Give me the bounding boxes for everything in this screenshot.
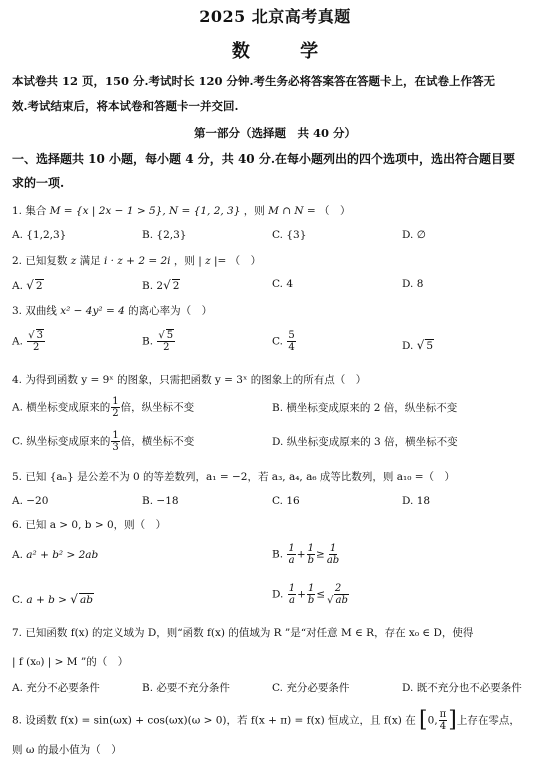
q3-a-label: A. xyxy=(12,335,23,348)
q6-a-label: A. xyxy=(12,549,23,561)
q6-d-d3-wrap xyxy=(326,595,350,606)
q6-d-rel: ≤ xyxy=(316,588,326,601)
q3-b-den: 2 xyxy=(163,342,170,353)
q2-end: （ ） xyxy=(229,255,262,267)
q2-abs: | z |= xyxy=(198,255,227,267)
q3-option-b xyxy=(142,330,176,353)
q2-prefix: 2. 已知复数 xyxy=(12,255,68,267)
question-8-line-1 xyxy=(12,709,520,732)
q3-option-a xyxy=(12,330,46,353)
q2-option-a xyxy=(12,278,44,292)
q6-option-d xyxy=(272,583,351,606)
q4-c-pre: C. 纵坐标变成原来的 xyxy=(12,435,111,448)
q6-b-d2: b xyxy=(307,555,314,566)
q3-prefix: 3. 双曲线 xyxy=(12,305,57,317)
sqrt-icon: √ xyxy=(70,592,78,606)
q2-a-label: A. xyxy=(12,280,23,292)
q6-d-n3: 2 xyxy=(334,583,342,594)
q7-option-d: D. 既不充分也不必要条件 xyxy=(402,682,522,694)
q4-c-num: 1 xyxy=(112,430,119,441)
q2-then: ，则 xyxy=(173,255,195,267)
q6-d-op: + xyxy=(297,588,306,601)
q2-var: z xyxy=(70,255,77,267)
q3-b-label: B. xyxy=(142,335,154,348)
q4-a-fraction xyxy=(111,396,119,419)
sqrt-icon: √ xyxy=(163,278,171,292)
q7-option-b: B. 必要不充分条件 xyxy=(142,682,230,694)
q1-prefix: 1. 集合 xyxy=(12,205,47,217)
q6-b-n3: 1 xyxy=(329,543,337,554)
sqrt-icon: √ xyxy=(327,595,334,606)
question-3-stem xyxy=(12,303,212,318)
q1-then: ，则 xyxy=(243,205,265,217)
q3-b-num: 5 xyxy=(166,330,174,341)
question-8-line-2: 则 ω 的最小值为（ ） xyxy=(12,744,122,756)
q4-a-post: 倍，纵坐标不变 xyxy=(120,401,195,414)
q3-a-num: 3 xyxy=(36,330,44,341)
q1-end: （ ） xyxy=(319,205,351,217)
q3-c-den: 4 xyxy=(288,342,295,353)
q6-c-label: C. xyxy=(12,594,23,606)
q6-d-n2: 1 xyxy=(307,583,315,594)
q5-option-c: C. 16 xyxy=(272,495,300,507)
q6-b-n1: 1 xyxy=(288,543,295,554)
q1-option-a: A. {1,2,3} xyxy=(12,229,67,241)
q6-b-d1: a xyxy=(288,555,295,566)
q4-c-den: 3 xyxy=(112,442,119,453)
q1-sets: M = {x | 2x − 1 > 5}, N = {1, 2, 3} xyxy=(49,205,241,217)
q4-c-post: 倍，横坐标不变 xyxy=(120,435,195,448)
q3-c-num: 5 xyxy=(288,330,295,341)
q3-a-den: 2 xyxy=(32,342,40,353)
q6-b-frac-3 xyxy=(326,543,340,566)
q6-b-op: + xyxy=(296,548,306,561)
question-1-stem xyxy=(12,203,351,218)
q8-stem-pre: 8. 设函数 f(x) = sin(ωx) + cos(ωx)(ω > 0)，若 f(x + π) = f(x) 恒成立，且 f(x) 在 xyxy=(12,714,416,727)
q7-option-c: C. 充分必要条件 xyxy=(272,682,350,694)
q2-option-b xyxy=(142,278,180,292)
subject-title: 数 学 xyxy=(231,41,341,62)
q5-option-a: A. −20 xyxy=(12,495,49,507)
q3-option-c xyxy=(272,330,297,353)
question-7-line-2: | f (x₀) | > M ”的（ ） xyxy=(12,656,129,668)
q3-d-radicand: 5 xyxy=(426,340,434,352)
question-6-stem: 6. 已知 a > 0, b > 0，则（ ） xyxy=(12,519,167,531)
q6-d-frac-2 xyxy=(307,583,315,606)
q8-interval-fraction xyxy=(439,709,448,732)
q6-d-d1: a xyxy=(288,595,295,606)
q2-b-radicand: 2 xyxy=(172,280,180,292)
q3-a-fraction xyxy=(27,330,45,353)
q6-option-b xyxy=(272,543,341,566)
q6-d-label: D. xyxy=(272,588,284,601)
q2-eq: i · z + 2 = 2i xyxy=(103,255,171,267)
q3-b-fraction xyxy=(157,330,175,353)
sqrt-icon: √ xyxy=(28,330,35,341)
q5-option-b: B. −18 xyxy=(142,495,179,507)
q2-option-d: D. 8 xyxy=(402,278,424,290)
q4-a-num: 1 xyxy=(112,396,119,407)
q6-b-d3: ab xyxy=(326,555,340,566)
sqrt-icon: √ xyxy=(26,278,34,292)
q4-a-pre: A. 横坐标变成原来的 xyxy=(12,401,111,414)
q6-d-d3: ab xyxy=(335,595,348,606)
q8-interval-num: π xyxy=(439,709,447,720)
sqrt-icon: √ xyxy=(158,330,165,341)
q6-b-frac-2 xyxy=(307,543,315,566)
q6-b-n2: 1 xyxy=(307,543,314,554)
q6-c-radicand: ab xyxy=(79,594,93,606)
q2-b-coef: 2 xyxy=(156,280,164,292)
q2-a-radicand: 2 xyxy=(35,280,43,292)
q1-option-b: B. {2,3} xyxy=(142,229,187,241)
q8-stem-post: 上存在零点， xyxy=(456,714,520,727)
q6-a-expr: a² + b² > 2ab xyxy=(26,549,99,561)
notice-line-1: 本试卷共 12 页，150 分.考试时长 120 分钟.考生务必将答案答在答题卡上，在试卷上作答无 xyxy=(12,74,496,88)
question-5-stem: 5. 已知 {aₙ} 是公差不为 0 的等差数列，a₁ = −2，若 a₃, a₄, a₆ 成等比数列，则 a₁₀ =（ ） xyxy=(12,471,456,483)
sqrt-icon: √ xyxy=(416,338,425,352)
q2-b-label: B. xyxy=(142,280,154,292)
q6-b-label: B. xyxy=(272,548,284,561)
q2-option-c: C. 4 xyxy=(272,278,294,290)
q6-d-frac-3 xyxy=(326,583,350,606)
q8-interval-left: 0, xyxy=(427,714,438,727)
q4-option-a xyxy=(12,396,194,419)
section-instruction-line-1: 一、选择题共 10 小题，每小题 4 分，共 40 分.在每小题列出的四个选项中，选出符合题目要 xyxy=(12,152,515,166)
q3-end: 的离心率为（ ） xyxy=(128,305,213,317)
exam-title: 2025 北京高考真题 xyxy=(199,7,351,26)
q3-eq: x² − 4y² = 4 xyxy=(60,305,125,317)
q2-mid: 满足 xyxy=(79,255,101,267)
left-bracket-icon: [ xyxy=(419,707,428,733)
q4-a-den: 2 xyxy=(112,408,119,419)
q6-d-d2: b xyxy=(307,595,315,606)
right-bracket-icon: ] xyxy=(448,707,457,733)
q4-option-d: D. 纵坐标变成原来的 3 倍，横坐标不变 xyxy=(272,436,458,448)
question-7-line-1: 7. 已知函数 f(x) 的定义域为 D，则“函数 f(x) 的值域为 R ”是“对任意 M ∈ R，存在 x₀ ∈ D，使得 xyxy=(12,627,474,639)
q7-option-a: A. 充分不必要条件 xyxy=(12,682,100,694)
q5-option-d: D. 18 xyxy=(402,495,431,507)
q1-expr: M ∩ N = xyxy=(268,205,316,217)
section-instruction-line-2: 求的一项. xyxy=(12,176,65,190)
question-2-stem xyxy=(12,253,261,268)
q6-option-a xyxy=(12,549,98,561)
q4-option-c xyxy=(12,430,194,453)
question-4-stem: 4. 为得到函数 y = 9ˣ 的图象，只需把函数 y = 3ˣ 的图象上的所有点（ ） xyxy=(12,374,367,386)
q3-c-fraction xyxy=(287,330,295,353)
q3-d-label: D. xyxy=(402,340,414,352)
q6-option-c xyxy=(12,592,94,606)
q6-c-expr: a + b > xyxy=(26,594,67,606)
q1-option-d: D. ∅ xyxy=(402,229,426,241)
q1-option-c: C. {3} xyxy=(272,229,307,241)
q6-b-rel: ≥ xyxy=(316,548,325,561)
section-title: 第一部分（选择题 共 40 分） xyxy=(193,126,356,140)
q6-b-frac-1 xyxy=(287,543,295,566)
q3-option-d xyxy=(402,338,434,352)
q8-interval-den: 4 xyxy=(439,721,447,732)
notice-line-2: 效.考试结束后，将本试卷和答题卡一并交回. xyxy=(12,99,239,113)
q4-option-b: B. 横坐标变成原来的 2 倍，纵坐标不变 xyxy=(272,402,458,414)
q4-c-fraction xyxy=(111,430,119,453)
q6-d-frac-1 xyxy=(288,583,296,606)
q6-d-n1: 1 xyxy=(288,583,296,594)
q3-c-label: C. xyxy=(272,335,283,348)
